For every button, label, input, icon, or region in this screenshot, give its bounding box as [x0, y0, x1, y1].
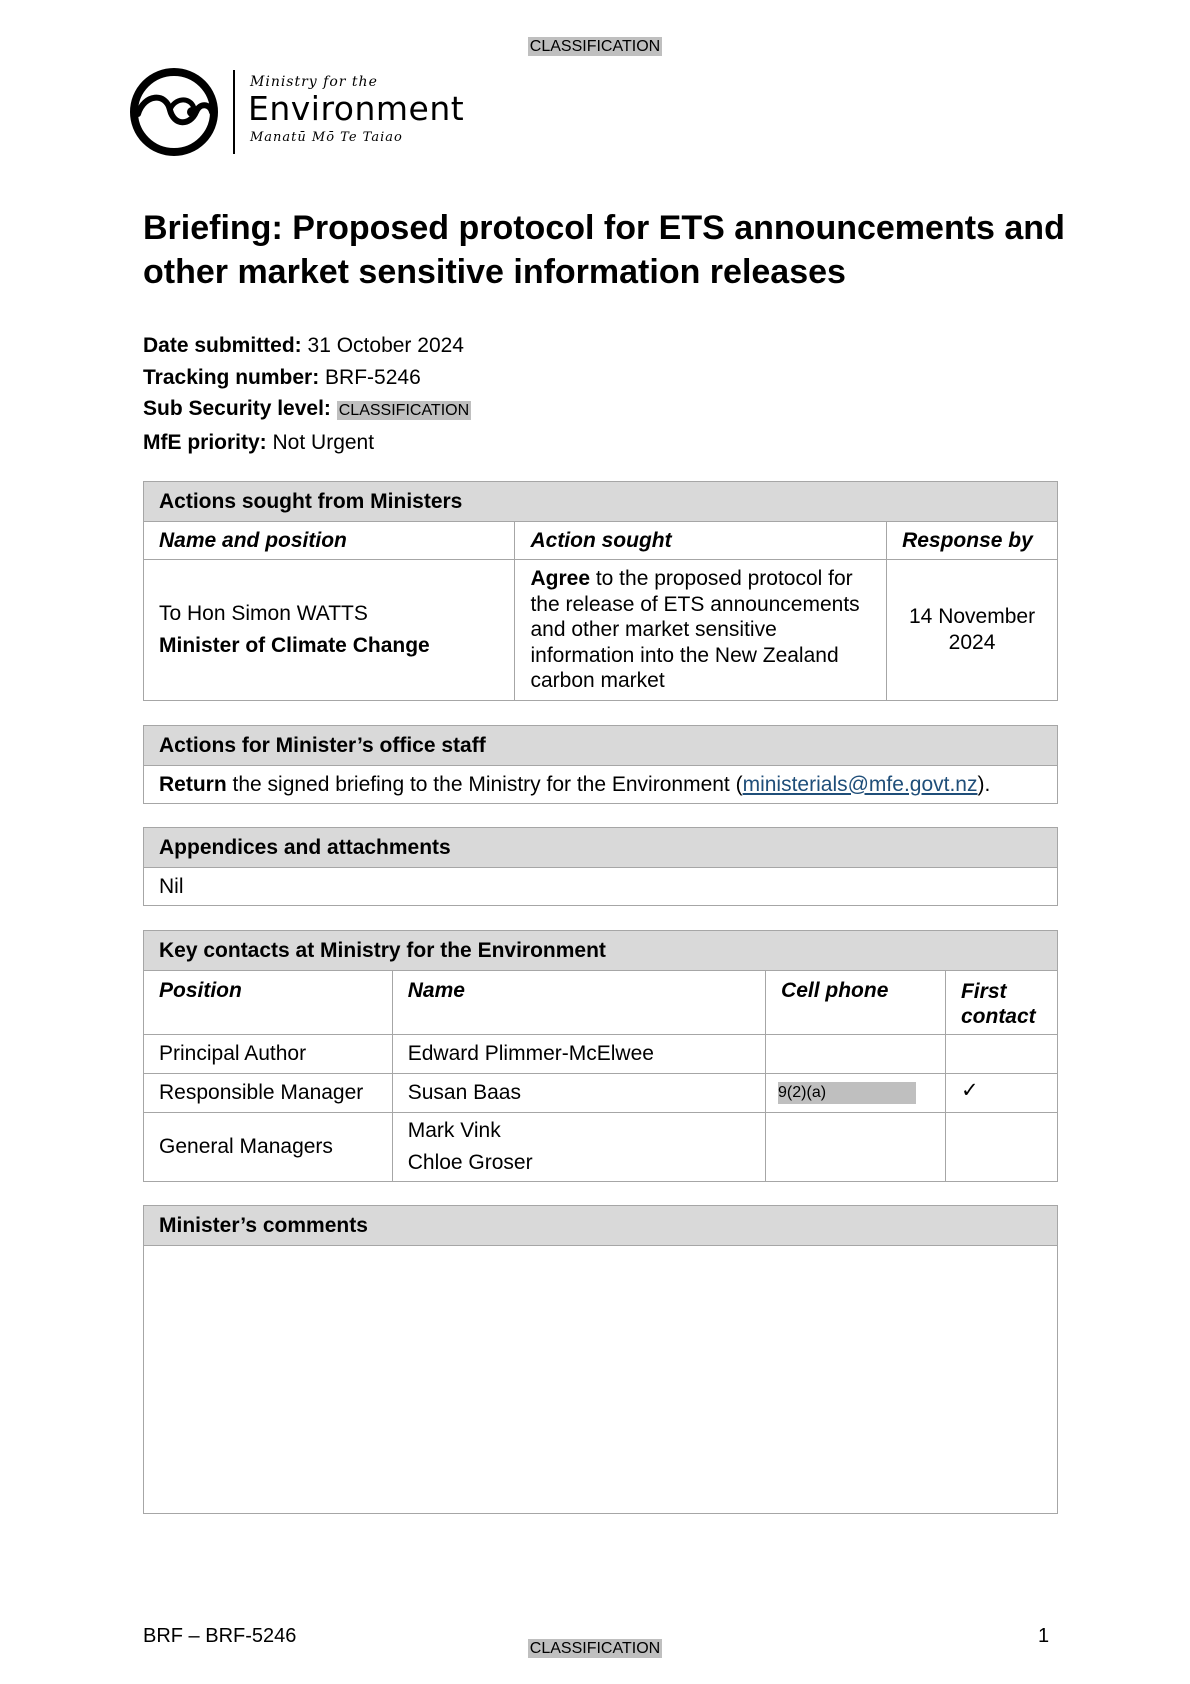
contact-phone — [766, 1035, 946, 1074]
appendices-header: Appendices and attachments — [144, 828, 1058, 868]
contact-name: Mark Vink — [407, 1119, 501, 1142]
logo-line-3: Manatū Mō Te Taiao — [250, 130, 403, 145]
contact-name: Susan Baas — [392, 1074, 765, 1113]
col-name: Name — [392, 971, 765, 1035]
col-position: Position — [144, 971, 393, 1035]
office-staff-table — [143, 725, 1058, 804]
ministerials-email-link[interactable]: ministerials@mfe.govt.nz — [742, 772, 978, 796]
recipient-name: To Hon Simon WATTS — [159, 602, 368, 625]
check-icon: ✓ — [960, 1079, 979, 1102]
tracking-number: Tracking number: BRF-5246 — [143, 365, 421, 389]
contact-position: Principal Author — [144, 1035, 393, 1074]
table-row — [144, 1035, 1058, 1074]
contact-first — [945, 1035, 1057, 1074]
recipient-cell — [144, 560, 515, 701]
contact-name: Edward Plimmer-McElwee — [392, 1035, 765, 1074]
ministers-comments-table — [143, 1205, 1058, 1514]
contact-position: Responsible Manager — [144, 1074, 393, 1113]
logo-line-2: Environment — [248, 89, 465, 128]
key-contacts-table — [143, 930, 1058, 1182]
col-first-contact: First contact — [945, 971, 1057, 1035]
ministers-comments-area[interactable] — [144, 1246, 1058, 1514]
key-contacts-header: Key contacts at Ministry for the Environment — [144, 931, 1058, 971]
appendices-table — [143, 827, 1058, 906]
redacted-phone: 9(2)(a) — [778, 1082, 916, 1104]
classification-bottom: CLASSIFICATION — [529, 1640, 661, 1657]
first-contact-check — [945, 1074, 1057, 1113]
contact-name: Chloe Groser — [407, 1151, 533, 1174]
action-cell: Agree to the proposed protocol for the release of ETS announcements and other market sensitive information into the New Zealand carbon market — [515, 560, 887, 701]
actions-sought-header: Actions sought from Ministers — [144, 482, 1058, 522]
contact-first — [945, 1113, 1057, 1182]
classification-top: CLASSIFICATION — [529, 38, 661, 55]
recipient-position: Minister of Climate Change — [159, 634, 430, 657]
col-cell-phone: Cell phone — [766, 971, 946, 1035]
col-name-position: Name and position — [144, 522, 515, 560]
contact-phone-cell — [766, 1074, 946, 1113]
col-action-sought: Action sought — [515, 522, 887, 560]
response-by-date: 14 November 2024 — [887, 560, 1058, 701]
table-row — [144, 1113, 1058, 1182]
date-submitted: Date submitted: 31 October 2024 — [143, 334, 464, 357]
appendices-value: Nil — [144, 868, 1058, 906]
security-level: Sub Security level: CLASSIFICATION — [143, 397, 470, 420]
page-title: Briefing: Proposed protocol for ETS announcements and other market sensitive information releases — [143, 209, 1065, 291]
logo-line-1: Ministry for the — [250, 74, 378, 90]
ministers-comments-header: Minister’s comments — [144, 1206, 1058, 1246]
col-response-by: Response by — [887, 522, 1058, 560]
office-staff-header: Actions for Minister’s office staff — [144, 726, 1058, 766]
ministry-logo — [126, 64, 506, 159]
contact-phone — [766, 1113, 946, 1182]
table-row — [144, 1074, 1058, 1113]
contact-position: General Managers — [144, 1113, 393, 1182]
office-staff-instruction: Return the signed briefing to the Ministry for the Environment (ministerials@mfe.govt.nz). — [144, 766, 1058, 804]
footer-reference: BRF – BRF-5246 — [143, 1625, 297, 1647]
page-number: 1 — [1038, 1625, 1050, 1647]
ministry-logo-mark — [126, 64, 222, 160]
actions-sought-table — [143, 481, 1058, 701]
briefing-metadata — [143, 330, 471, 458]
contact-names — [392, 1113, 765, 1182]
mfe-priority: MfE priority: Not Urgent — [143, 430, 375, 454]
